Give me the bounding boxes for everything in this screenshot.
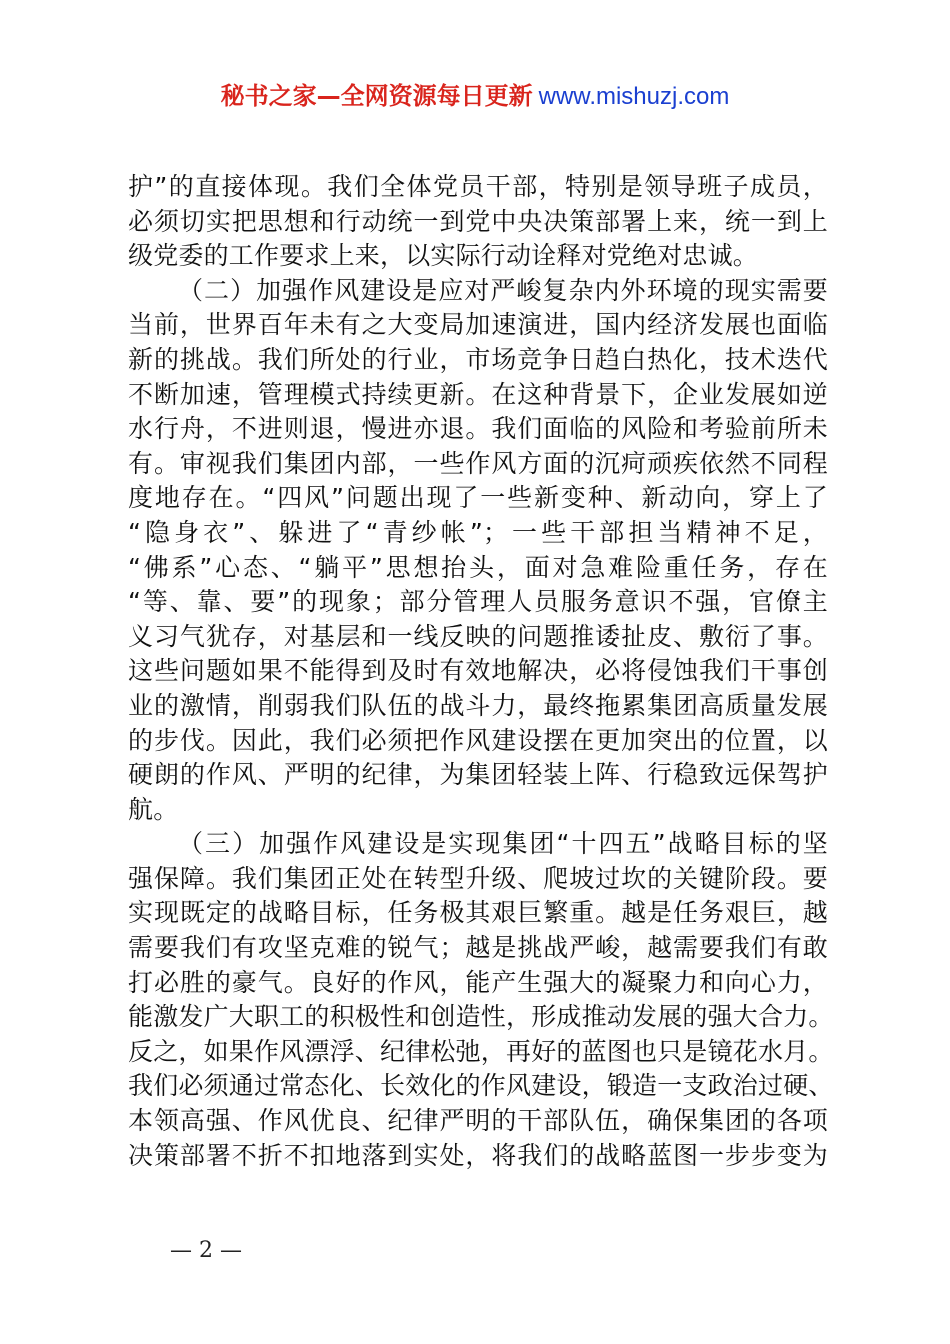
paragraph-heading-line: （三）加强作风建设是实现集团“十四五”战略目标的坚 (178, 829, 828, 859)
text-line: 水行舟，不进则退，慢进亦退。我们面临的风险和考验前所未 (128, 414, 828, 444)
text-line: 级党委的工作要求上来，以实际行动诠释对党绝对忠诚。 (128, 241, 759, 271)
site-banner (0, 80, 950, 113)
text-line: 能激发广大职工的积极性和创造性，形成推动发展的强大合力。 (128, 1002, 834, 1032)
text-line: “隐身衣”、躲进了“青纱帐”；一些干部担当精神不足， (128, 517, 828, 547)
text-line: 有。审视我们集团内部，一些作风方面的沉疴顽疾依然不同程 (128, 448, 828, 478)
text-line: 反之，如果作风漂浮、纪律松弛，再好的蓝图也只是镜花水月。 (128, 1036, 834, 1066)
text-line: 打必胜的豪气。良好的作风，能产生强大的凝聚力和向心力， (128, 967, 828, 997)
paragraph-heading-line: （二）加强作风建设是应对严峻复杂内外环境的现实需要 (178, 275, 828, 305)
text-line: 不断加速，管理模式持续更新。在这种背景下，企业发展如逆 (128, 379, 828, 409)
text-line: 当前，世界百年未有之大变局加速演进，国内经济发展也面临 (128, 310, 828, 340)
text-line: 需要我们有攻坚克难的锐气；越是挑战严峻，越需要我们有敢 (128, 933, 828, 963)
text-line: 我们必须通过常态化、长效化的作风建设，锻造一支政治过硬、 (128, 1071, 834, 1101)
banner-slogan: —全网资源每日更新 (316, 82, 533, 110)
text-line: 业的激情，削弱我们队伍的战斗力，最终拖累集团高质量发展 (128, 690, 828, 720)
text-line: 本领高强、作风优良、纪律严明的干部队伍，确保集团的各项 (128, 1106, 828, 1136)
text-line: 航。 (128, 794, 179, 824)
text-line: 的步伐。因此，我们必须把作风建设摆在更加突出的位置，以 (128, 725, 828, 755)
text-line: 新的挑战。我们所处的行业，市场竞争日趋白热化，技术迭代 (128, 344, 828, 374)
text-line: 度地存在。“四风”问题出现了一些新变种、新动向，穿上了 (128, 483, 828, 513)
text-line: 这些问题如果不能得到及时有效地解决，必将侵蚀我们干事创 (128, 656, 828, 686)
text-line: “等、靠、要”的现象；部分管理人员服务意识不强，官僚主 (128, 587, 828, 617)
page-number: — 2 — (170, 1238, 242, 1263)
text-line: 硬朗的作风、严明的纪律，为集团轻装上阵、行稳致远保驾护 (128, 760, 828, 790)
text-line: 决策部署不折不扣地落到实处，将我们的战略蓝图一步步变为 (128, 1140, 828, 1170)
document-body (128, 170, 834, 1173)
text-line: 必须切实把思想和行动统一到党中央决策部署上来，统一到上 (128, 206, 828, 236)
text-line: 实现既定的战略目标，任务极其艰巨繁重。越是任务艰巨，越 (128, 898, 828, 928)
text-line: 护”的直接体现。我们全体党员干部，特别是领导班子成员， (128, 172, 828, 201)
banner-url[interactable]: www.mishuzj.com (538, 83, 730, 110)
text-line: “佛系”心态、“躺平”思想抬头，面对急难险重任务，存在 (128, 552, 828, 582)
brand-name: 秘书之家 (220, 82, 317, 110)
text-line: 强保障。我们集团正处在转型升级、爬坡过坎的关键阶段。要 (128, 863, 828, 893)
text-line: 义习气犹存，对基层和一线反映的问题推诿扯皮、敷衍了事。 (128, 621, 828, 651)
